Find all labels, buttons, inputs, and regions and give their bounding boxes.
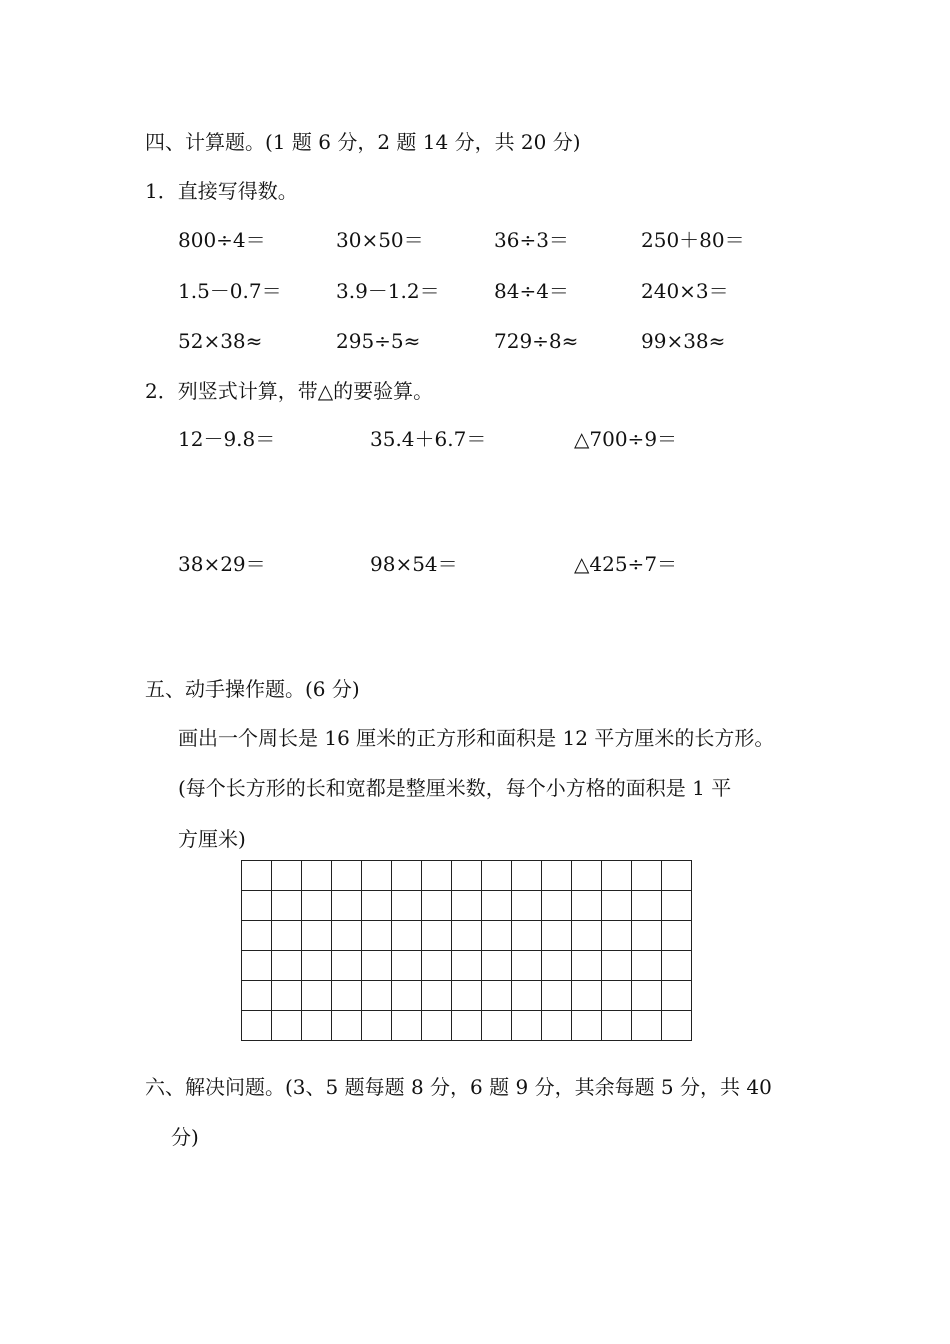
grid-cell[interactable] [452, 981, 482, 1011]
calc-item: 84÷4＝ [494, 279, 569, 303]
grid-cell[interactable] [482, 891, 512, 921]
grid-cell[interactable] [482, 1011, 512, 1041]
grid-cell[interactable] [572, 891, 602, 921]
grid-cell[interactable] [482, 981, 512, 1011]
section-4-heading: 四、计算题。(1 题 6 分，2 题 14 分，共 20 分) [145, 130, 581, 154]
grid-cell[interactable] [602, 981, 632, 1011]
question-1-label: 1．直接写得数。 [145, 179, 298, 203]
grid-cell[interactable] [392, 1011, 422, 1041]
grid-cell[interactable] [272, 861, 302, 891]
grid-cell[interactable] [302, 861, 332, 891]
grid-cell[interactable] [302, 891, 332, 921]
grid-cell[interactable] [632, 921, 662, 951]
grid-cell[interactable] [362, 1011, 392, 1041]
vertical-calc-item: 98×54＝ [370, 552, 458, 576]
calc-item: 3.9－1.2＝ [336, 279, 440, 303]
grid-cell[interactable] [452, 891, 482, 921]
grid-cell[interactable] [632, 981, 662, 1011]
grid-cell[interactable] [242, 921, 272, 951]
grid-cell[interactable] [422, 1011, 452, 1041]
grid-cell[interactable] [332, 921, 362, 951]
calc-item: 240×3＝ [641, 279, 729, 303]
calc-item: 295÷5≈ [336, 329, 421, 353]
grid-cell[interactable] [242, 1011, 272, 1041]
grid-cell[interactable] [572, 921, 602, 951]
grid-row [242, 861, 692, 891]
grid-cell[interactable] [422, 951, 452, 981]
grid-cell[interactable] [452, 861, 482, 891]
grid-cell[interactable] [542, 891, 572, 921]
grid-cell[interactable] [572, 981, 602, 1011]
grid-cell[interactable] [332, 861, 362, 891]
grid-row [242, 951, 692, 981]
calc-item: 1.5－0.7＝ [178, 279, 282, 303]
grid-cell[interactable] [302, 951, 332, 981]
grid-cell[interactable] [302, 921, 332, 951]
grid-cell[interactable] [452, 921, 482, 951]
grid-cell[interactable] [662, 891, 692, 921]
grid-cell[interactable] [362, 861, 392, 891]
grid-cell[interactable] [512, 981, 542, 1011]
grid-cell[interactable] [512, 951, 542, 981]
grid-cell[interactable] [602, 1011, 632, 1041]
grid-cell[interactable] [392, 891, 422, 921]
grid-cell[interactable] [662, 951, 692, 981]
grid-cell[interactable] [632, 891, 662, 921]
drawing-grid[interactable] [241, 860, 692, 1041]
grid-cell[interactable] [662, 1011, 692, 1041]
question-2-label: 2．列竖式计算，带△的要验算。 [145, 379, 434, 403]
grid-cell[interactable] [242, 861, 272, 891]
grid-cell[interactable] [602, 921, 632, 951]
vertical-calc-item: 35.4＋6.7＝ [370, 427, 487, 451]
calc-item: 800÷4＝ [178, 228, 266, 252]
grid-cell[interactable] [272, 891, 302, 921]
grid-cell[interactable] [272, 981, 302, 1011]
grid-cell[interactable] [362, 891, 392, 921]
grid-cell[interactable] [572, 951, 602, 981]
vertical-calc-item: △700÷9＝ [574, 427, 678, 451]
grid-row [242, 891, 692, 921]
grid-cell[interactable] [542, 1011, 572, 1041]
section-5-instruction-line-3: 方厘米) [178, 827, 246, 851]
grid-cell[interactable] [242, 891, 272, 921]
grid-cell[interactable] [422, 921, 452, 951]
grid-cell[interactable] [512, 921, 542, 951]
grid-cell[interactable] [272, 1011, 302, 1041]
section-5-instruction-line-1: 画出一个周长是 16 厘米的正方形和面积是 12 平方厘米的长方形。 [178, 726, 775, 750]
calc-item: 30×50＝ [336, 228, 424, 252]
grid-cell[interactable] [302, 981, 332, 1011]
grid-cell[interactable] [422, 861, 452, 891]
grid-cell[interactable] [602, 951, 632, 981]
grid-row [242, 981, 692, 1011]
grid-cell[interactable] [332, 891, 362, 921]
grid-cell[interactable] [332, 951, 362, 981]
grid-cell[interactable] [332, 981, 362, 1011]
section-6-heading-line-2: 分) [171, 1125, 199, 1149]
section-5-heading: 五、动手操作题。(6 分) [145, 677, 360, 701]
grid-cell[interactable] [422, 891, 452, 921]
grid-cell[interactable] [242, 981, 272, 1011]
grid-cell[interactable] [272, 951, 302, 981]
grid-cell[interactable] [392, 951, 422, 981]
vertical-calc-item: △425÷7＝ [574, 552, 678, 576]
grid-cell[interactable] [572, 1011, 602, 1041]
grid-cell[interactable] [302, 1011, 332, 1041]
grid-cell[interactable] [482, 861, 512, 891]
calc-item: 729÷8≈ [494, 329, 579, 353]
grid-cell[interactable] [542, 951, 572, 981]
grid-cell[interactable] [632, 951, 662, 981]
grid-cell[interactable] [572, 861, 602, 891]
grid-cell[interactable] [662, 981, 692, 1011]
grid-cell[interactable] [362, 951, 392, 981]
calc-item: 52×38≈ [178, 329, 263, 353]
calc-item: 99×38≈ [641, 329, 726, 353]
grid-cell[interactable] [662, 861, 692, 891]
grid-cell[interactable] [392, 861, 422, 891]
grid-cell[interactable] [542, 921, 572, 951]
grid-row [242, 1011, 692, 1041]
grid-cell[interactable] [362, 921, 392, 951]
grid-cell[interactable] [422, 981, 452, 1011]
grid-cell[interactable] [602, 891, 632, 921]
grid-cell[interactable] [482, 951, 512, 981]
vertical-calc-item: 38×29＝ [178, 552, 266, 576]
grid-cell[interactable] [482, 921, 512, 951]
calc-item: 36÷3＝ [494, 228, 569, 252]
grid-cell[interactable] [632, 861, 662, 891]
section-6-heading-line-1: 六、解决问题。(3、5 题每题 8 分，6 题 9 分，其余每题 5 分，共 40 [145, 1075, 772, 1099]
grid-cell[interactable] [332, 1011, 362, 1041]
grid-row [242, 921, 692, 951]
grid-cell[interactable] [602, 861, 632, 891]
grid-cell[interactable] [632, 1011, 662, 1041]
grid-cell[interactable] [452, 951, 482, 981]
grid-cell[interactable] [662, 921, 692, 951]
grid-cell[interactable] [512, 1011, 542, 1041]
grid-cell[interactable] [242, 951, 272, 981]
grid-cell[interactable] [392, 981, 422, 1011]
section-5-instruction-line-2: (每个长方形的长和宽都是整厘米数，每个小方格的面积是 1 平 [178, 776, 732, 800]
calc-item: 250＋80＝ [641, 228, 745, 252]
grid-cell[interactable] [392, 921, 422, 951]
grid-cell[interactable] [542, 981, 572, 1011]
grid-cell[interactable] [452, 1011, 482, 1041]
grid-cell[interactable] [362, 981, 392, 1011]
vertical-calc-item: 12－9.8＝ [178, 427, 276, 451]
grid-cell[interactable] [542, 861, 572, 891]
grid-cell[interactable] [512, 891, 542, 921]
grid-cell[interactable] [272, 921, 302, 951]
grid-cell[interactable] [512, 861, 542, 891]
